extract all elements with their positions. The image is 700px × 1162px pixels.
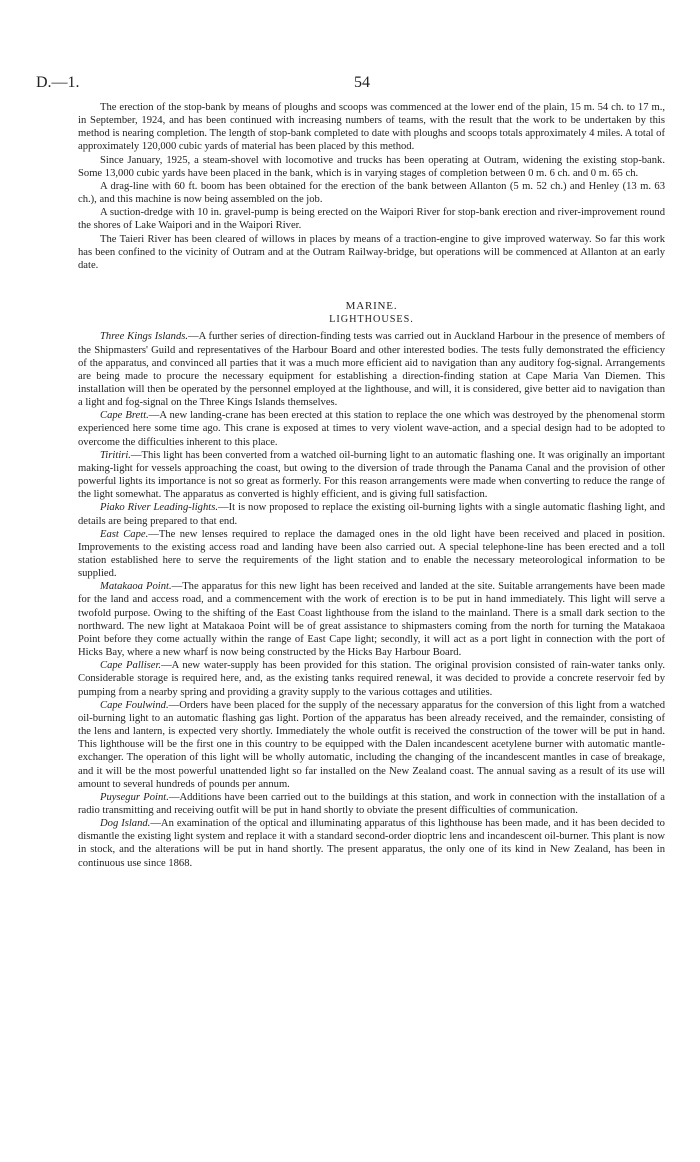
subsection-heading: LIGHTHOUSES. xyxy=(329,314,414,326)
entry-text: —Orders have been placed for the supply of the necessary apparatus for the conversion of this light from a watched oil-burning light to an automatic flashing gas light. Portion of the apparatus has been already received, and the remainder, consisting of the lens and lantern, is expected very shortly. Immediately the whole outfit is received the construction of the tower will be put in hand. This lighthouse will be the first one in this country to be equipped with the Dalen incandescent acetylene burner with automatic mantle-exchanger. The operation of this light will be wholly automatic, including the changing of the incandescent mantles in case of breakage, and it will be the most powerful unattended light so far installed on the New Zealand coast. The annual saving as a result of its use will amount to several hundreds of pounds per annum. xyxy=(78,699,665,790)
paragraph xyxy=(78,409,665,448)
entry-lead: Piako River Leading-lights. xyxy=(100,502,218,514)
entry-text: —The new lenses required to replace the damaged ones in the old light have been received and placed in position. Improvements to the existing access road and landing have been also carried out. A special telephone-line has been erected and a toll station established here to serve the requirements of the light station and to enable the necessary meteorological information to be supplied. xyxy=(78,528,666,580)
paragraph: A suction-dredge with 10 in. gravel-pump is being erected on the Waipori River for stop-bank erection and river-improvement round the shores of Lake Waipori and in the Waipori River. xyxy=(78,207,665,232)
entry-text: —A new landing-crane has been erected at this station to replace the one which was destroyed by the phenomenal storm experienced here some time ago. This crane is exposed at times to very violent wave-action, and a special design had to be adopted to overcome the difficulties inherent to this place. xyxy=(78,410,665,448)
paragraph xyxy=(78,501,665,527)
entry-lead: Matakaoa Point. xyxy=(100,581,172,593)
entry-text: —A further series of direction-finding tests was carried out in Auckland Harbour in the presence of members of the Shipmasters' Guild and representatives of the Harbour Board and other interested bodies. The tests fully demonstrated the efficiency of the apparatus, and convinced all parties that it was a much more efficient aid to navigation than any auditory fog-signal. Arrangements are being made to procure the necessary equipment for establishing a direction-finding station at Cape Maria Van Diemen. This installation will then be operated by the personnel employed at the lighthouse, and will, it is considered, give better aid to navigation than a light and fog-signal on the Three Kings Islands themselves. xyxy=(78,331,665,409)
entry-text: —The apparatus for this new light has been received and landed at the site. Suitable arrangements have been made for the land and access road, and a commencement with the work of erection is to be put in hand immediately. This light will serve a twofold purpose. Owing to the shifting of the East Coast lighthouse from the island to the mainland. There is a small dark section to the northward. The new light at Matakaoa Point will be of great assistance to shipmasters coming from the north for turning the Matakaoa Point before they come actually within the range of East Cape light; secondly, it will act as a port light in connection with the port of Hicks Bay, where a new wharf is now being constructed by the Hicks Bay Harbour Board. xyxy=(78,581,666,659)
page-header xyxy=(36,74,660,94)
entry-lead: Cape Foulwind. xyxy=(100,699,169,711)
paragraph xyxy=(78,330,665,409)
entry-lead: Tiritiri. xyxy=(100,449,131,461)
entry-text: —A new water-supply has been provided for this station. The original provision consisted of rain-water tanks only. Considerable storage is required here, and, as the existing tanks required renewal, it was decided to provide a concrete reservoir fed by pumping from a nearby spring and providing a gravity supply to the various cottages and utilities. xyxy=(78,660,666,698)
section-heading: MARINE. xyxy=(345,300,398,313)
entry-lead: Three Kings Islands. xyxy=(100,331,189,343)
paragraph: A drag-line with 60 ft. boom has been obtained for the erection of the bank between Allanton (5 m. 52 ch.) and Henley (13 m. 63 ch.), and this machine is now being assembled on the job. xyxy=(78,180,665,206)
page-number: 54 xyxy=(354,74,370,91)
body-text xyxy=(78,101,665,870)
document-reference: D.—1. xyxy=(36,74,80,91)
paragraph xyxy=(78,528,665,581)
paragraph xyxy=(78,580,665,659)
entry-lead: Cape Brett. xyxy=(100,410,149,422)
entry-text: —An examination of the optical and illuminating apparatus of this lighthouse has been made, and it has been decided to dismantle the existing light system and replace it with a standard second-order dioptric lens and incandescent oil-burner. This plant is now in stock, and the alterations will be put in hand shortly. The present apparatus, the only one of its kind in New Zealand, has been in continuous use since 1868. xyxy=(78,818,665,869)
entry-text: —Additions have been carried out to the buildings at this station, and work in connection with the installation of a radio transmitting and receiving outfit will be put in hand shortly to obviate the present difficulties of communication. xyxy=(78,791,665,816)
entry-text: —It is now proposed to replace the existing oil-burning lights with a single automatic flashing light, and details are being prepared to that end. xyxy=(78,502,665,527)
paragraph xyxy=(78,791,665,817)
paragraph: The erection of the stop-bank by means of ploughs and scoops was commenced at the lower end of the plain, 15 m. 54 ch. to 17 m., in September, 1924, and has been continued with increasing numbers of teams, with the result that the work to be undertaken by this method is nearing completion. The length of stop-bank completed to date with ploughs and scoops totals approximately 4 miles. A total of approximately 120,000 cubic yards of material has been placed by this method. xyxy=(78,102,665,153)
entry-lead: Puysegur Point. xyxy=(100,791,169,803)
entry-text: —This light has been converted from a watched oil-burning light to an automatic flashing one. It was originally an important making-light for vessels approaching the coast, but owing to the diversion of trade through the Panama Canal and the provision of other powerful lights its importance is not so great as formerly. For this reason arrangements were made when converting to reduce the range of the light somewhat. The apparatus as converted is highly efficient, and is giving full satisfaction. xyxy=(78,449,665,501)
paragraph xyxy=(78,659,665,698)
paragraph xyxy=(78,817,665,870)
entry-lead: Dog Island. xyxy=(100,818,151,830)
paragraph xyxy=(78,449,665,502)
paragraph: Since January, 1925, a steam-shovel with locomotive and trucks has been operating at Outram, widening the existing stop-bank. Some 13,000 cubic yards have been placed in the bank, which is in varying stages of completion between 0 m. 6 ch. and 0 m. 65 ch. xyxy=(78,154,665,179)
entry-lead: East Cape. xyxy=(100,528,149,540)
paragraph: The Taieri River has been cleared of willows in places by means of a traction-engine to give improved waterway. So far this work has been confined to the vicinity of Outram and at the Outram Railway-bridge, but operations will be commenced at Allanton at an early date. xyxy=(78,233,665,271)
paragraph xyxy=(78,699,665,791)
entry-lead: Cape Palliser. xyxy=(100,660,162,672)
